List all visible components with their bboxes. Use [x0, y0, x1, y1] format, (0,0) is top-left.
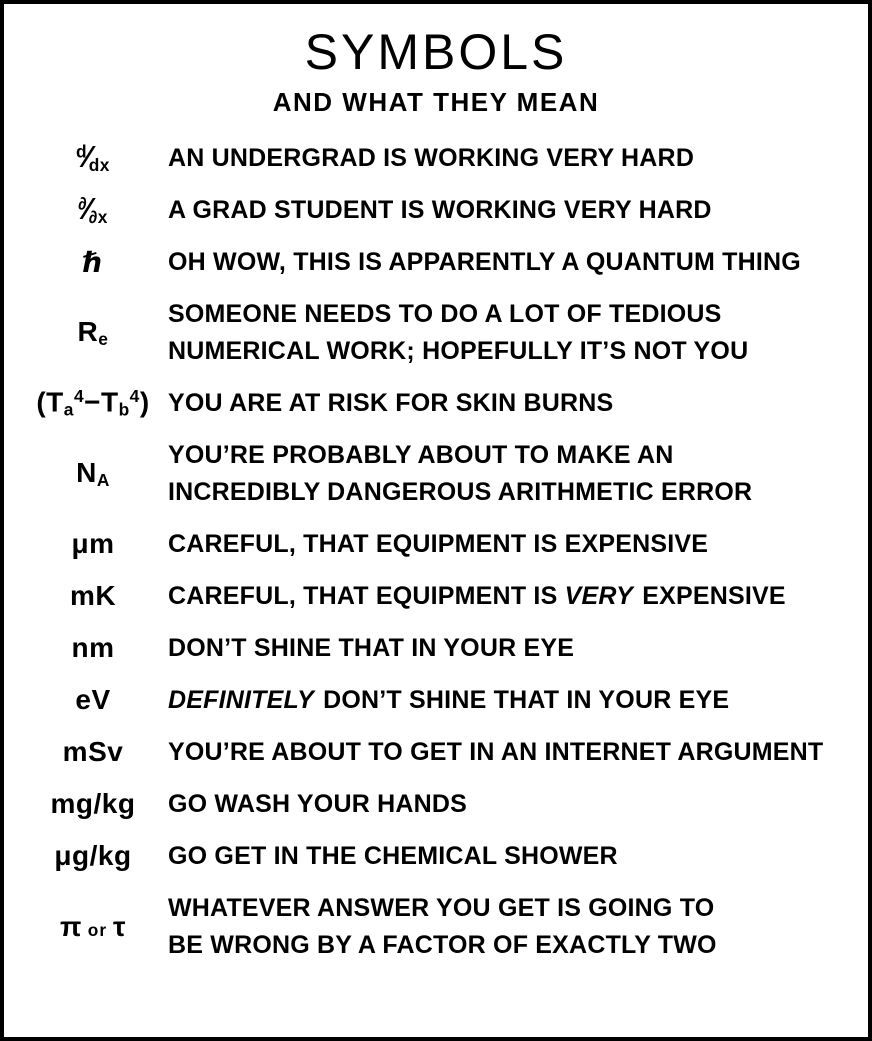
meaning-text: DON’T SHINE THAT IN YOUR EYE [315, 685, 730, 714]
table-row [18, 890, 852, 964]
page-subtitle: AND WHAT THEY MEAN [272, 86, 600, 117]
meaning-text: AN UNDERGRAD IS WORKING VERY HARD [168, 143, 695, 172]
table-row [18, 734, 852, 771]
symbol-segment: ℏ [82, 246, 104, 278]
meaning-line [168, 192, 852, 229]
meaning-text: WHATEVER ANSWER YOU GET IS GOING TO [168, 893, 715, 922]
meaning-text: YOU’RE PROBABLY ABOUT TO MAKE AN [168, 440, 674, 469]
meaning-text: INCREDIBLY DANGEROUS ARITHMETIC ERROR [168, 477, 753, 506]
table-row [18, 437, 852, 511]
symbol-cell [18, 840, 168, 872]
symbol-segment: μm [71, 528, 115, 559]
meaning-cell [168, 526, 852, 563]
symbol-segment: ⁄ [85, 192, 91, 226]
meaning-cell [168, 630, 852, 667]
meaning-line [168, 630, 852, 667]
meaning-text: A GRAD STUDENT IS WORKING VERY HARD [168, 195, 712, 224]
page-title: SYMBOLS [304, 24, 568, 80]
meaning-line [168, 838, 852, 875]
meaning-cell [168, 385, 852, 422]
meaning-line [168, 296, 852, 333]
symbol-segment: μg/kg [54, 840, 132, 871]
meaning-text: EXPENSIVE [635, 581, 786, 610]
meaning-cell [168, 192, 852, 229]
symbol-segment: mSv [62, 736, 124, 767]
symbol-segment: e [98, 328, 109, 349]
meaning-line [168, 734, 852, 771]
meaning-cell [168, 296, 852, 370]
meaning-cell [168, 244, 852, 281]
symbol-cell [18, 141, 168, 176]
meaning-text: CAREFUL, THAT EQUIPMENT IS [168, 581, 565, 610]
table-row [18, 578, 852, 615]
meaning-line [168, 244, 852, 281]
symbol-segment: or [81, 919, 113, 940]
meaning-line [168, 526, 852, 563]
meaning-text: BE WRONG BY A FACTOR OF EXACTLY TWO [168, 930, 717, 959]
symbol-segment: τ [112, 910, 126, 942]
meaning-text: DEFINITELY [168, 685, 314, 714]
symbol-segment: mK [69, 580, 117, 611]
symbol-segment: a [63, 399, 74, 420]
symbol-cell [18, 528, 168, 560]
table-row [18, 838, 852, 875]
symbol-segment: ⁄ [85, 140, 91, 174]
meaning-text: YOU ARE AT RISK FOR SKIN BURNS [168, 388, 614, 417]
meaning-cell [168, 682, 852, 719]
meaning-text: DON’T SHINE THAT IN YOUR EYE [168, 633, 575, 662]
meaning-cell [168, 890, 852, 964]
meaning-text: OH WOW, THIS IS APPARENTLY A QUANTUM THING [168, 247, 801, 276]
meaning-cell [168, 786, 852, 823]
table-row [18, 192, 852, 229]
meaning-text: NUMERICAL WORK; HOPEFULLY IT’S NOT YOU [168, 336, 749, 365]
symbol-segment: ) [139, 386, 150, 418]
meaning-text: GO WASH YOUR HANDS [168, 789, 467, 818]
symbol-segment: A [96, 469, 110, 490]
symbol-segment: R [77, 315, 99, 347]
table-row [18, 630, 852, 667]
symbol-cell [18, 684, 168, 716]
symbol-segment: d [76, 141, 88, 162]
symbol-cell [18, 316, 168, 350]
table-row [18, 296, 852, 370]
meaning-text: VERY [564, 581, 634, 610]
meaning-cell [168, 838, 852, 875]
symbol-segment: 4 [73, 385, 85, 406]
symbol-segment: 4 [129, 385, 140, 406]
symbol-segment: ∂ [78, 193, 88, 214]
symbol-segment: mg/kg [50, 788, 136, 819]
meaning-line [168, 385, 852, 422]
symbol-cell [18, 580, 168, 612]
symbol-segment: dx [88, 154, 110, 175]
symbol-segment: ∂x [88, 206, 108, 227]
symbol-segment: −T [84, 386, 119, 418]
symbol-segment: (T [36, 386, 64, 418]
meaning-line [168, 927, 852, 964]
meaning-line [168, 682, 852, 719]
symbol-segment: nm [71, 632, 115, 663]
symbol-cell [18, 736, 168, 768]
symbol-cell [18, 788, 168, 820]
symbol-table [4, 140, 868, 964]
meaning-text: GO GET IN THE CHEMICAL SHOWER [168, 841, 618, 870]
meaning-line [168, 474, 852, 511]
table-row [18, 140, 852, 177]
symbol-segment: eV [75, 684, 111, 715]
table-row [18, 682, 852, 719]
table-row [18, 244, 852, 281]
meaning-text: SOMEONE NEEDS TO DO A LOT OF TEDIOUS [168, 299, 722, 328]
symbol-cell [18, 193, 168, 228]
comic-header [4, 4, 868, 118]
meaning-cell [168, 437, 852, 511]
meaning-line [168, 578, 852, 615]
table-row [18, 385, 852, 422]
symbol-segment: N [76, 456, 97, 488]
meaning-line [168, 786, 852, 823]
meaning-line [168, 437, 852, 474]
meaning-line [168, 333, 852, 370]
meaning-cell [168, 734, 852, 771]
meaning-line [168, 140, 852, 177]
symbol-segment: π [60, 910, 82, 942]
table-row [18, 786, 852, 823]
meaning-text: YOU’RE ABOUT TO GET IN AN INTERNET ARGUMENT [168, 737, 824, 766]
meaning-cell [168, 140, 852, 177]
meaning-cell [168, 578, 852, 615]
symbol-cell [18, 246, 168, 279]
symbol-segment: b [118, 399, 130, 420]
symbol-cell [18, 386, 168, 420]
meaning-line [168, 890, 852, 927]
table-row [18, 526, 852, 563]
symbol-cell [18, 911, 168, 943]
symbol-cell [18, 457, 168, 491]
symbol-cell [18, 632, 168, 664]
meaning-text: CAREFUL, THAT EQUIPMENT IS EXPENSIVE [168, 529, 709, 558]
